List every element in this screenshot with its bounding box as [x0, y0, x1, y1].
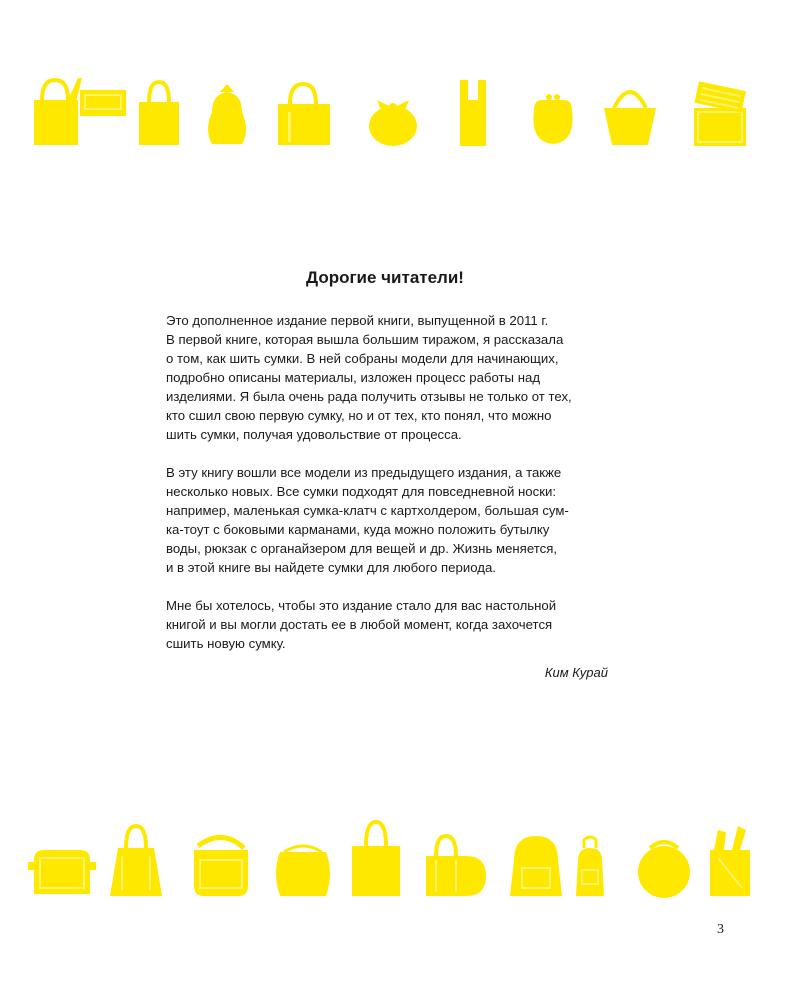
letter-body — [166, 311, 612, 672]
text-line: и в этой книге вы найдете сумки для любого периода. — [166, 560, 496, 575]
shopper-bag-icon — [278, 84, 330, 145]
text-line: кто сшил свою первую сумку, но и от тех, кто понял, что можно — [166, 408, 552, 423]
text-line: Это дополненное издание первой книги, выпущенной в 2011 г. — [166, 313, 549, 328]
text-line: подробно описаны материалы, изложен процесс работы над — [166, 370, 541, 385]
text-line: шить сумки, получая удовольствие от процесса. — [166, 427, 462, 442]
coin-purse-icon — [533, 94, 572, 144]
clutch-icon — [80, 90, 126, 116]
round-bag-icon — [638, 842, 690, 898]
text-line: ка-тоут с боковыми карманами, куда можно положить бутылку — [166, 522, 550, 537]
small-backpack-icon — [576, 837, 604, 896]
text-line: сшить новую сумку. — [166, 636, 286, 651]
text-line: В первой книге, которая вышла большим тиражом, я рассказала — [166, 332, 564, 347]
tote-with-strap-icon — [34, 78, 82, 145]
text-line: несколько новых. Все сумки подходят для повседневной носки: — [166, 484, 557, 499]
duffel-bag-icon — [426, 836, 486, 896]
bottom-bag-row — [22, 820, 758, 900]
text-line: о том, как шить сумки. В ней собраны модели для начинающих, — [166, 351, 559, 366]
text-line: В эту книгу вошли все модели из предыдущего издания, а также — [166, 465, 562, 480]
tote-bag-icon — [139, 82, 179, 145]
basket-bag-icon — [604, 92, 656, 145]
top-bag-row — [22, 70, 758, 150]
tank-bag-icon — [460, 80, 486, 146]
bow-pouch-icon — [369, 100, 417, 146]
author-signature: Ким Курай — [544, 665, 608, 680]
frame-purse-icon — [276, 846, 330, 896]
flat-tote-icon — [352, 822, 400, 896]
text-line: например, маленькая сумка-клатч с картхолдером, большая сум- — [166, 503, 569, 518]
messenger-bag-icon — [194, 837, 248, 896]
text-line: изделиями. Я была очень рада получить отзывы не только от тех, — [166, 389, 572, 404]
text-line: воды, рюкзак с органайзером для вещей и др. Жизнь меняется, — [166, 541, 558, 556]
text-line: Мне бы хотелось, чтобы это издание стало для вас настольной — [166, 598, 557, 613]
backpack-icon — [510, 836, 562, 896]
bottom-bag-border — [22, 820, 758, 900]
page-title: Дорогие читатели! — [306, 268, 464, 287]
big-tote-icon — [110, 826, 162, 896]
boston-bag-icon — [28, 850, 96, 894]
gift-bag-icon — [710, 826, 750, 896]
paragraph-3 — [166, 596, 612, 653]
paragraph-2 — [166, 463, 612, 577]
top-bag-border — [22, 70, 758, 150]
text-line: книгой и вы могли достать ее в любой момент, когда захочется — [166, 617, 553, 632]
page-number: 3 — [717, 922, 724, 937]
striped-bag-icon — [694, 81, 746, 146]
knotted-bag-icon — [208, 84, 246, 144]
paragraph-1 — [166, 311, 612, 444]
